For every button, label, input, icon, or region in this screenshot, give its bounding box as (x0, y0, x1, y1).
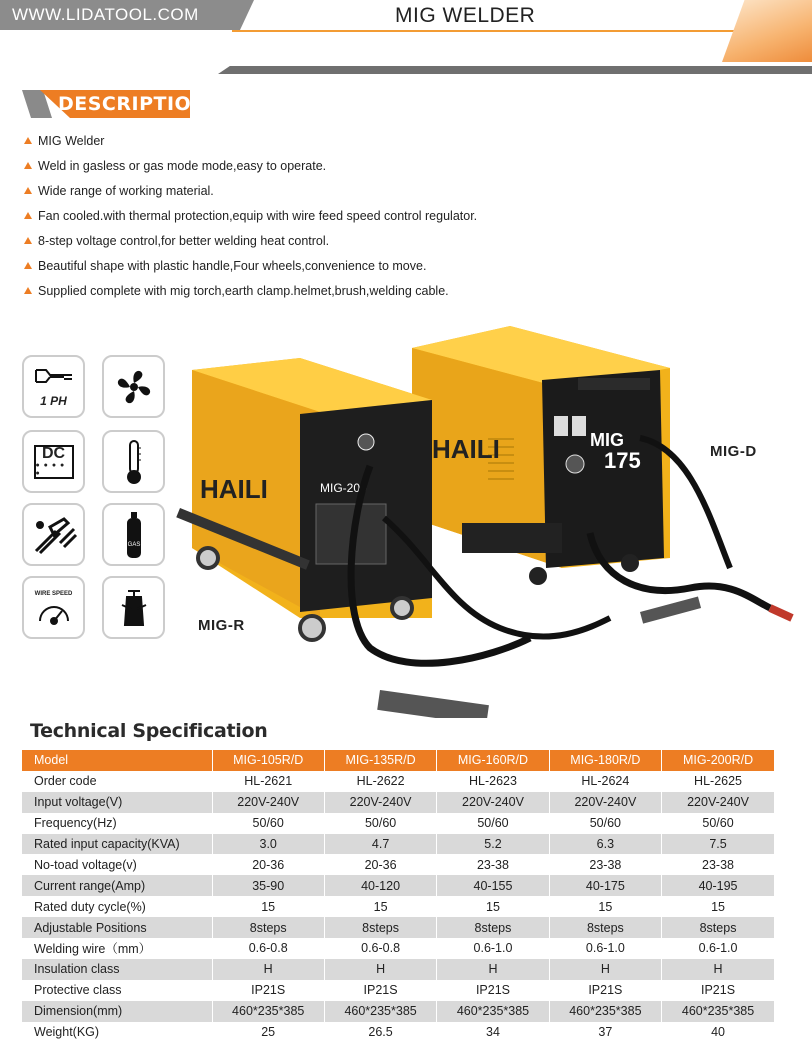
table-cell: 220V-240V (662, 792, 774, 813)
row-label: No-toad voltage(v) (34, 857, 137, 872)
table-cell: 220V-240V (212, 792, 324, 813)
table-cell: HL-2621 (212, 771, 324, 792)
list-item: Beautiful shape with plastic handle,Four wheels,convenience to move. (24, 253, 477, 278)
table-cell: 460*235*385 (662, 1001, 774, 1022)
row-label: Insulation class (22, 959, 212, 980)
list-item: 8-step voltage control,for better welding heat control. (24, 228, 477, 253)
dc-output-icon: DC ● ● ● ● ● (22, 430, 85, 493)
table-row (22, 834, 774, 855)
table-row (22, 1022, 774, 1043)
table-cell: 8steps (324, 917, 436, 938)
table-row (22, 771, 774, 792)
table-cell: 3.0 (212, 834, 324, 855)
table-cell: 15 (212, 896, 324, 917)
table-cell: 15 (549, 896, 661, 917)
header-cell: Model (22, 750, 212, 771)
welding-torch-icon (22, 503, 85, 566)
table-cell: 0.6-1.0 (662, 938, 774, 959)
table-cell: 50/60 (437, 813, 549, 834)
table-cell: 220V-240V (437, 792, 549, 813)
list-item: MIG Welder (24, 128, 477, 153)
header-cell: MIG-160R/D (437, 750, 549, 771)
table-cell: 220V-240V (549, 792, 661, 813)
list-item: Supplied complete with mig torch,earth clamp.helmet,brush,welding cable. (24, 278, 477, 303)
list-item: Weld in gasless or gas mode mode,easy to operate. (24, 153, 477, 178)
table-cell: 8steps (662, 917, 774, 938)
row-label: Rated input capacity(KVA) (22, 834, 212, 855)
table-row (22, 792, 774, 813)
page-title: MIG WELDER (395, 4, 536, 27)
table-cell: 26.5 (324, 1022, 436, 1043)
table-cell: 20-36 (212, 854, 324, 875)
list-item: Wide range of working material. (24, 178, 477, 203)
bullet-triangle-icon (24, 287, 32, 294)
svg-text:HAILI: HAILI (200, 474, 268, 504)
thermometer-icon (102, 430, 165, 493)
table-cell: 34 (437, 1022, 549, 1043)
gas-cylinder-icon (102, 503, 165, 566)
bullet-triangle-icon (24, 212, 32, 219)
table-cell: 8steps (212, 917, 324, 938)
mig-d-welder (412, 326, 670, 585)
table-cell: IP21S (437, 980, 549, 1001)
table-cell: 0.6-1.0 (549, 938, 661, 959)
table-cell: 6.3 (549, 834, 661, 855)
header-cell: MIG-200R/D (662, 750, 774, 771)
header-decoration (722, 0, 812, 62)
header-divider (232, 30, 772, 32)
wire-speed-icon: WIRE SPEED (22, 576, 85, 639)
table-header-row (22, 750, 774, 771)
header-cell: MIG-105R/D (212, 750, 324, 771)
table-cell: IP21S (324, 980, 436, 1001)
table-cell: H (662, 959, 774, 980)
bullet-triangle-icon (24, 237, 32, 244)
bullet-triangle-icon (24, 162, 32, 169)
table-row (22, 854, 774, 875)
single-phase-plug-icon: 1 PH (22, 355, 85, 418)
table-cell: 0.6-1.0 (437, 938, 549, 959)
table-cell: 15 (324, 896, 436, 917)
row-label: Frequency(Hz) (34, 816, 117, 831)
table-cell: 37 (549, 1022, 661, 1043)
table-cell: 23-38 (549, 854, 661, 875)
description-tag (22, 90, 208, 118)
table-cell: HL-2623 (437, 771, 549, 792)
table-cell: 4.7 (324, 834, 436, 855)
table-cell: 50/60 (324, 813, 436, 834)
table-cell: 40 (662, 1022, 774, 1043)
table-row (22, 917, 774, 938)
row-label: Order code (34, 774, 97, 789)
table-cell: 23-38 (437, 854, 549, 875)
bullet-triangle-icon (24, 137, 32, 144)
row-label: Input voltage(V) (22, 792, 212, 813)
table-cell: 25 (212, 1022, 324, 1043)
table-cell: 8steps (549, 917, 661, 938)
bullet-triangle-icon (24, 187, 32, 194)
svg-text:HAILI: HAILI (432, 434, 500, 464)
mig-r-welder (176, 358, 432, 640)
site-url: WWW.LIDATOOL.COM (0, 0, 240, 30)
table-cell: 15 (437, 896, 549, 917)
table-row (22, 875, 774, 896)
table-cell: 460*235*385 (324, 1001, 436, 1022)
table-cell: 23-38 (662, 854, 774, 875)
table-cell: 460*235*385 (437, 1001, 549, 1022)
table-cell: 7.5 (662, 834, 774, 855)
table-cell: IP21S (549, 980, 661, 1001)
svg-text:175: 175 (604, 448, 641, 473)
table-cell: 20-36 (324, 854, 436, 875)
table-cell: 40-195 (662, 875, 774, 896)
header-cell: MIG-180R/D (549, 750, 661, 771)
table-cell: HL-2625 (662, 771, 774, 792)
table-cell: IP21S (662, 980, 774, 1001)
table-cell: 220V-240V (324, 792, 436, 813)
table-cell: IP21S (212, 980, 324, 1001)
bullet-triangle-icon (24, 262, 32, 269)
table-cell: 460*235*385 (212, 1001, 324, 1022)
spec-title: Technical Specification (30, 720, 268, 742)
table-cell: HL-2622 (324, 771, 436, 792)
header-cell: MIG-135R/D (324, 750, 436, 771)
svg-text:MIG-200: MIG-200 (320, 481, 367, 495)
table-cell: 8steps (437, 917, 549, 938)
model-label-d: MIG-D (710, 443, 757, 460)
table-cell: 40-155 (437, 875, 549, 896)
table-cell: 5.2 (437, 834, 549, 855)
table-cell: 0.6-0.8 (324, 938, 436, 959)
table-cell: H (437, 959, 549, 980)
fan-icon (102, 355, 165, 418)
table-cell: 40-120 (324, 875, 436, 896)
table-row (22, 1001, 774, 1022)
table-cell: HL-2624 (549, 771, 661, 792)
table-cell: 0.6-0.8 (212, 938, 324, 959)
table-row (22, 959, 774, 980)
table-row (22, 896, 774, 917)
table-cell: 50/60 (549, 813, 661, 834)
table-row (22, 813, 774, 834)
svg-text:MIG: MIG (590, 430, 624, 450)
row-label: Dimension(mm) (22, 1001, 212, 1022)
bottle-valve-icon (102, 576, 165, 639)
row-label: Adjustable Positions (22, 917, 212, 938)
row-label: Current range(Amp) (22, 875, 212, 896)
table-cell: 460*235*385 (549, 1001, 661, 1022)
welder-product-image (170, 318, 810, 718)
row-label: Welding wire（mm） (34, 942, 152, 957)
table-row (22, 938, 774, 959)
row-label: Protective class (34, 983, 122, 998)
table-cell: 40-175 (549, 875, 661, 896)
header-gray-bar (218, 66, 812, 74)
list-item: Fan cooled.with thermal protection,equip with wire feed speed control regulator. (24, 203, 477, 228)
table-row (22, 980, 774, 1001)
spec-table (22, 750, 774, 1042)
svg-text:GAS: GAS (127, 541, 140, 548)
table-cell: 50/60 (662, 813, 774, 834)
table-cell: H (324, 959, 436, 980)
description-list (24, 128, 477, 303)
table-cell: 35-90 (212, 875, 324, 896)
row-label: Weight(KG) (34, 1025, 100, 1040)
row-label: Rated duty cycle(%) (34, 899, 146, 914)
table-cell: H (549, 959, 661, 980)
model-label-r: MIG-R (198, 617, 245, 634)
table-cell: H (212, 959, 324, 980)
table-cell: 50/60 (212, 813, 324, 834)
description-heading: DESCRIPTION (58, 93, 208, 115)
table-cell: 15 (662, 896, 774, 917)
